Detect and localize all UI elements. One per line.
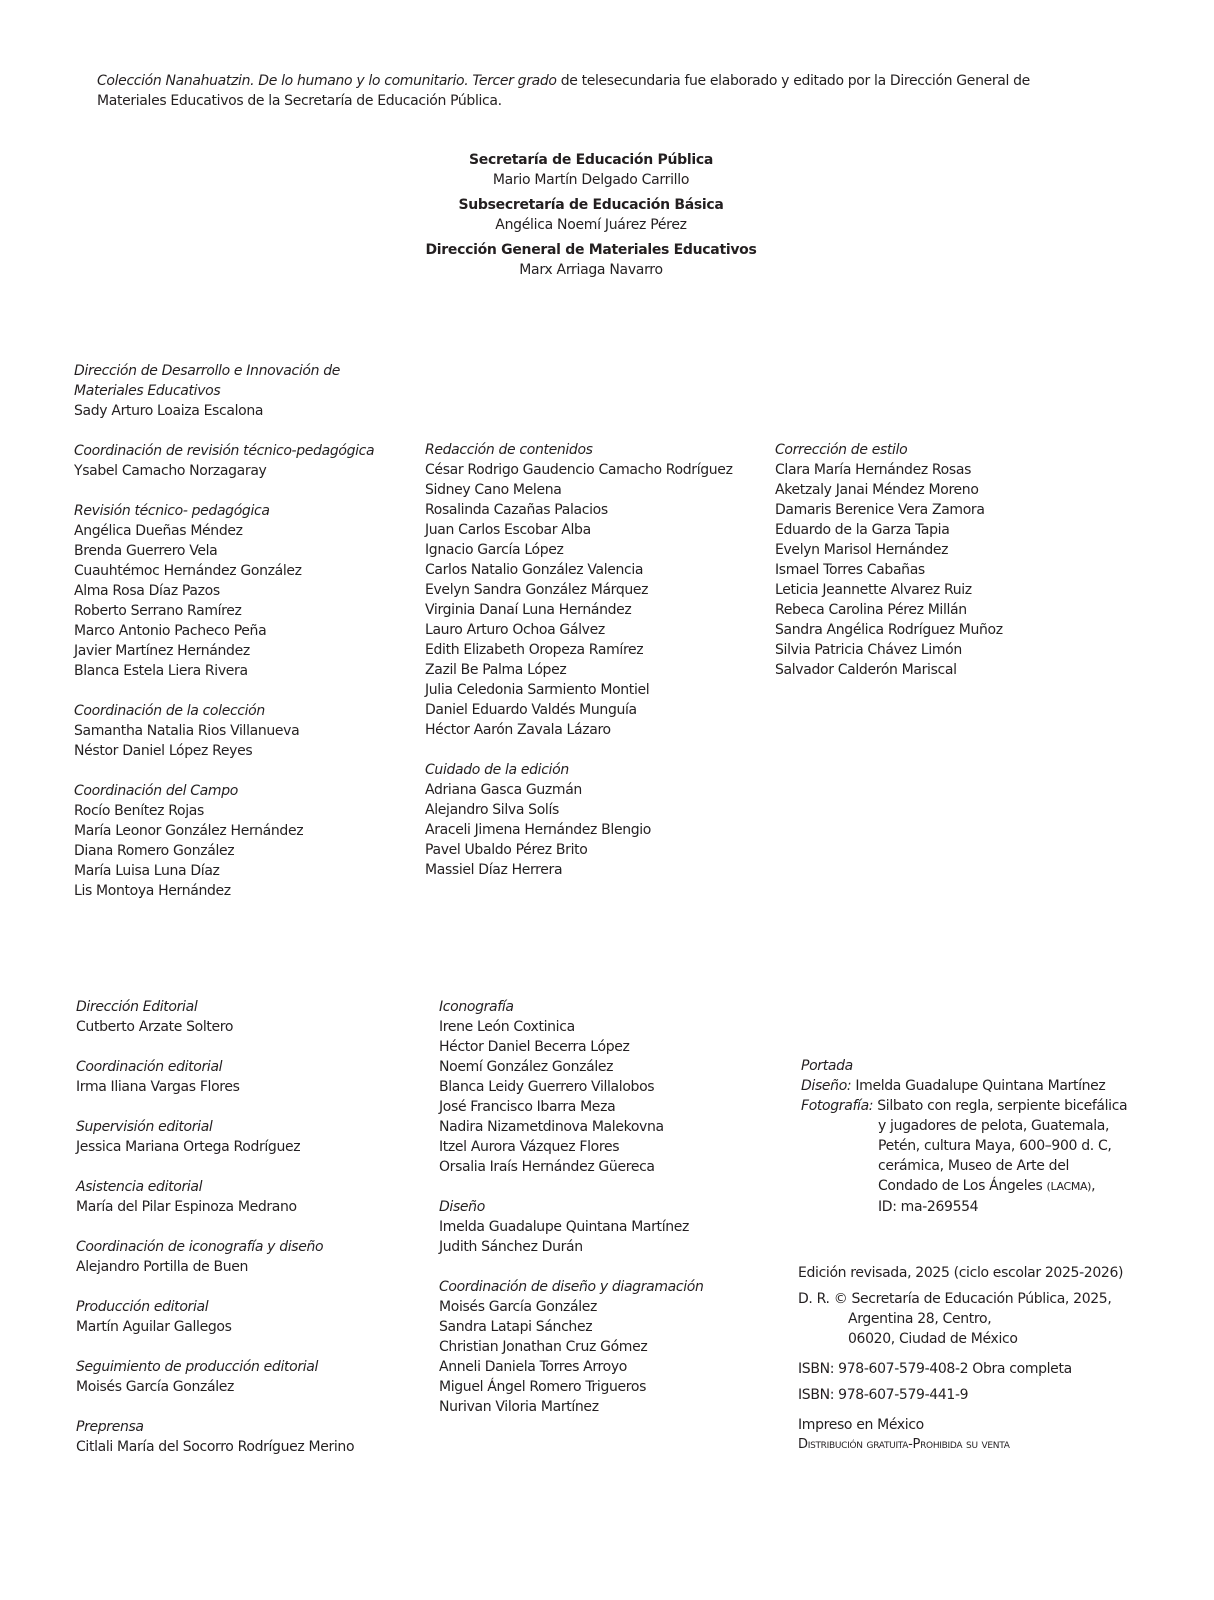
credit-name: Nadira Nizametdinova Malekovna <box>439 1119 664 1135</box>
credit-name: Sandra Latapi Sánchez <box>439 1319 593 1335</box>
intro-text: de telesecundaria fue elaborado y editado por la Dirección General de Materiales Educativos de la Secretaría de Educación Pública. <box>97 73 1030 109</box>
credit-role: Producción editorial <box>76 1299 209 1315</box>
credit-name: Blanca Estela Liera Rivera <box>74 663 248 679</box>
credit-name: Araceli Jimena Hernández Blengio <box>425 822 652 838</box>
credit-name: Noemí González González <box>439 1059 614 1075</box>
credit-name: Massiel Díaz Herrera <box>425 862 563 878</box>
credit-name: Orsalia Iraís Hernández Güereca <box>439 1159 655 1175</box>
credit-group <box>76 997 416 1037</box>
printed-in: Impreso en México <box>798 1417 924 1433</box>
credit-name: Jessica Mariana Ortega Rodríguez <box>76 1139 301 1155</box>
credit-name: Héctor Daniel Becerra López <box>439 1039 630 1055</box>
credit-name: Marco Antonio Pacheco Peña <box>74 623 267 639</box>
cover-design-value: Imelda Guadalupe Quintana Martínez <box>851 1078 1106 1094</box>
credit-group <box>76 1417 416 1457</box>
credit-name: Rebeca Carolina Pérez Millán <box>775 602 967 618</box>
cover-photo-museum: Condado de Los Ángeles <box>878 1178 1047 1194</box>
credit-name: Evelyn Sandra González Márquez <box>425 582 649 598</box>
credit-name: Zazil Be Palma López <box>425 662 567 678</box>
distribution-notice: Distribución gratuita-Prohibida su venta <box>798 1437 1010 1452</box>
credit-name: Clara María Hernández Rosas <box>775 462 972 478</box>
copyright-text: D. R. © Secretaría de Educación Pública, 2025, <box>798 1291 1112 1307</box>
credit-name: Damaris Berenice Vera Zamora <box>775 502 985 518</box>
cover-design-label: Diseño: <box>801 1078 852 1094</box>
credit-group <box>76 1357 416 1397</box>
credit-role: Coordinación editorial <box>76 1059 223 1075</box>
credit-name: Martín Aguilar Gallegos <box>76 1319 232 1335</box>
credit-role: Redacción de contenidos <box>425 442 593 458</box>
credit-name: Virginia Danaí Luna Hernández <box>425 602 632 618</box>
official-org: Subsecretaría de Educación Básica <box>458 197 724 213</box>
credit-group <box>74 441 394 481</box>
credit-name: Héctor Aarón Zavala Lázaro <box>425 722 611 738</box>
credit-group <box>439 1277 759 1417</box>
credit-name: Rocío Benítez Rojas <box>74 803 204 819</box>
credit-name: Cutberto Arzate Soltero <box>76 1019 234 1035</box>
credit-group <box>74 361 394 421</box>
credit-name: Christian Jonathan Cruz Gómez <box>439 1339 648 1355</box>
credit-name: María Leonor González Hernández <box>74 823 304 839</box>
credit-name: Daniel Eduardo Valdés Munguía <box>425 702 637 718</box>
credit-group <box>425 440 755 740</box>
credit-name: Samantha Natalia Rios Villanueva <box>74 723 300 739</box>
credits-column-4 <box>76 997 416 1477</box>
credit-role: Coordinación de la colección <box>74 703 265 719</box>
credit-group <box>425 760 755 880</box>
credit-name: Julia Celedonia Sarmiento Montiel <box>425 682 650 698</box>
cover-photo-line <box>801 1176 1141 1197</box>
credit-group <box>439 1197 759 1257</box>
credits-column-1 <box>74 361 394 921</box>
credit-name: Imelda Guadalupe Quintana Martínez <box>439 1219 690 1235</box>
credits-column-2 <box>425 440 755 900</box>
credit-name: Nurivan Viloria Martínez <box>439 1399 599 1415</box>
credit-name: Lauro Arturo Ochoa Gálvez <box>425 622 605 638</box>
credit-name: Edith Elizabeth Oropeza Ramírez <box>425 642 644 658</box>
credit-name: Irma Iliana Vargas Flores <box>76 1079 240 1095</box>
legal-block <box>798 1263 1138 1455</box>
credit-role: Diseño <box>439 1199 485 1215</box>
official-org: Secretaría de Educación Pública <box>469 152 713 168</box>
credit-name: Ignacio García López <box>425 542 564 558</box>
credit-group <box>74 781 394 901</box>
credit-group <box>775 440 1095 680</box>
credit-name: Brenda Guerrero Vela <box>74 543 218 559</box>
credit-role: Dirección Editorial <box>76 999 198 1015</box>
credit-name: Javier Martínez Hernández <box>74 643 250 659</box>
credit-role: Dirección de Desarrollo e Innovación de <box>74 363 340 379</box>
credit-name: Rosalinda Cazañas Palacios <box>425 502 608 518</box>
intro-paragraph <box>97 71 1037 111</box>
edition-text: Edición revisada, 2025 (ciclo escolar 2025-2026) <box>798 1265 1124 1281</box>
cover-credits <box>801 1056 1141 1217</box>
credit-name: Ysabel Camacho Norzagaray <box>74 463 267 479</box>
credit-role: Corrección de estilo <box>775 442 908 458</box>
cover-photo-id: ID: ma-269554 <box>878 1199 979 1215</box>
credit-name: Blanca Leidy Guerrero Villalobos <box>439 1079 655 1095</box>
official-name: Marx Arriaga Navarro <box>519 262 663 278</box>
credit-name: Angélica Dueñas Méndez <box>74 523 243 539</box>
credit-group <box>74 701 394 761</box>
credit-role: Preprensa <box>76 1419 144 1435</box>
credit-name: Itzel Aurora Vázquez Flores <box>439 1139 620 1155</box>
credit-name: Néstor Daniel López Reyes <box>74 743 253 759</box>
credit-role: Supervisión editorial <box>76 1119 213 1135</box>
officials-block <box>0 150 1182 280</box>
credit-name: Eduardo de la Garza Tapia <box>775 522 950 538</box>
credit-group <box>76 1237 416 1277</box>
credit-name: Judith Sánchez Durán <box>439 1239 583 1255</box>
credit-name: Alma Rosa Díaz Pazos <box>74 583 220 599</box>
credit-role: Coordinación de diseño y diagramación <box>439 1279 704 1295</box>
credit-name: Moisés García González <box>439 1299 598 1315</box>
cover-photo-comma: , <box>1091 1178 1096 1194</box>
credit-name: José Francisco Ibarra Meza <box>439 1099 616 1115</box>
credit-name: Anneli Daniela Torres Arroyo <box>439 1359 628 1375</box>
credit-name: Leticia Jeannette Alvarez Ruiz <box>775 582 972 598</box>
credit-name: Adriana Gasca Guzmán <box>425 782 582 798</box>
address-line: Argentina 28, Centro, <box>848 1311 992 1327</box>
credit-name: Alejandro Silva Solís <box>425 802 559 818</box>
credit-name: Silvia Patricia Chávez Limón <box>775 642 962 658</box>
credit-group <box>76 1177 416 1217</box>
credit-name: Alejandro Portilla de Buen <box>76 1259 249 1275</box>
credit-name: Juan Carlos Escobar Alba <box>425 522 591 538</box>
address-line: 06020, Ciudad de México <box>848 1331 1018 1347</box>
cover-photo-line: y jugadores de pelota, Guatemala, <box>878 1118 1110 1134</box>
credits-column-3 <box>775 440 1095 700</box>
credit-name: Diana Romero González <box>74 843 235 859</box>
credit-role: Coordinación de revisión técnico-pedagógica <box>74 443 375 459</box>
official-org: Dirección General de Materiales Educativos <box>425 242 757 258</box>
credit-name: Pavel Ubaldo Pérez Brito <box>425 842 588 858</box>
official-name: Mario Martín Delgado Carrillo <box>492 172 690 188</box>
credit-name: Sidney Cano Melena <box>425 482 562 498</box>
credit-role: Revisión técnico- pedagógica <box>74 503 270 519</box>
cover-photo-label: Fotografía: <box>801 1098 874 1114</box>
credit-name: Citlali María del Socorro Rodríguez Merino <box>76 1439 355 1455</box>
cover-photo-value: Silbato con regla, serpiente bicefálica <box>873 1098 1128 1114</box>
cover-photo-abbrev: (LACMA) <box>1046 1180 1092 1193</box>
credit-name: Irene León Coxtinica <box>439 1019 575 1035</box>
credit-name: María Luisa Luna Díaz <box>74 863 220 879</box>
credit-role: Cuidado de la edición <box>425 762 569 778</box>
credit-role: Seguimiento de producción editorial <box>76 1359 319 1375</box>
credit-role: Coordinación de iconografía y diseño <box>76 1239 324 1255</box>
credit-name: Salvador Calderón Mariscal <box>775 662 957 678</box>
credit-group <box>74 501 394 681</box>
isbn-volume: ISBN: 978-607-579-441-9 <box>798 1387 969 1403</box>
credit-name: Evelyn Marisol Hernández <box>775 542 949 558</box>
credits-column-5 <box>439 997 759 1437</box>
credit-name: Sady Arturo Loaiza Escalona <box>74 403 264 419</box>
cover-photo-line <box>801 1096 1141 1116</box>
credit-role: Iconografía <box>439 999 514 1015</box>
credit-name: César Rodrigo Gaudencio Camacho Rodríguez <box>425 462 733 478</box>
credit-group <box>76 1297 416 1337</box>
credit-name: Cuauhtémoc Hernández González <box>74 563 302 579</box>
credit-name: Miguel Ángel Romero Trigueros <box>439 1379 647 1395</box>
credit-name: Aketzaly Janai Méndez Moreno <box>775 482 979 498</box>
credit-name: Ismael Torres Cabañas <box>775 562 925 578</box>
cover-heading: Portada <box>801 1058 853 1074</box>
credit-group <box>76 1057 416 1097</box>
credit-group <box>76 1117 416 1157</box>
credit-name: Roberto Serrano Ramírez <box>74 603 242 619</box>
collection-title: Colección Nanahuatzin. De lo humano y lo comunitario. Tercer grado <box>97 73 557 89</box>
credit-name: Lis Montoya Hernández <box>74 883 231 899</box>
credit-group <box>439 997 759 1177</box>
cover-photo-line: cerámica, Museo de Arte del <box>878 1158 1070 1174</box>
credit-role: Materiales Educativos <box>74 383 221 399</box>
credit-role: Coordinación del Campo <box>74 783 238 799</box>
cover-design-line <box>801 1076 1141 1096</box>
credit-role: Asistencia editorial <box>76 1179 203 1195</box>
credit-name: Sandra Angélica Rodríguez Muñoz <box>775 622 1003 638</box>
credit-name: Carlos Natalio González Valencia <box>425 562 644 578</box>
credit-name: Moisés García González <box>76 1379 235 1395</box>
cover-photo-line: Petén, cultura Maya, 600–900 d. C, <box>878 1138 1112 1154</box>
credit-name: María del Pilar Espinoza Medrano <box>76 1199 297 1215</box>
official-name: Angélica Noemí Juárez Pérez <box>495 217 687 233</box>
isbn-complete: ISBN: 978-607-579-408-2 Obra completa <box>798 1361 1072 1377</box>
